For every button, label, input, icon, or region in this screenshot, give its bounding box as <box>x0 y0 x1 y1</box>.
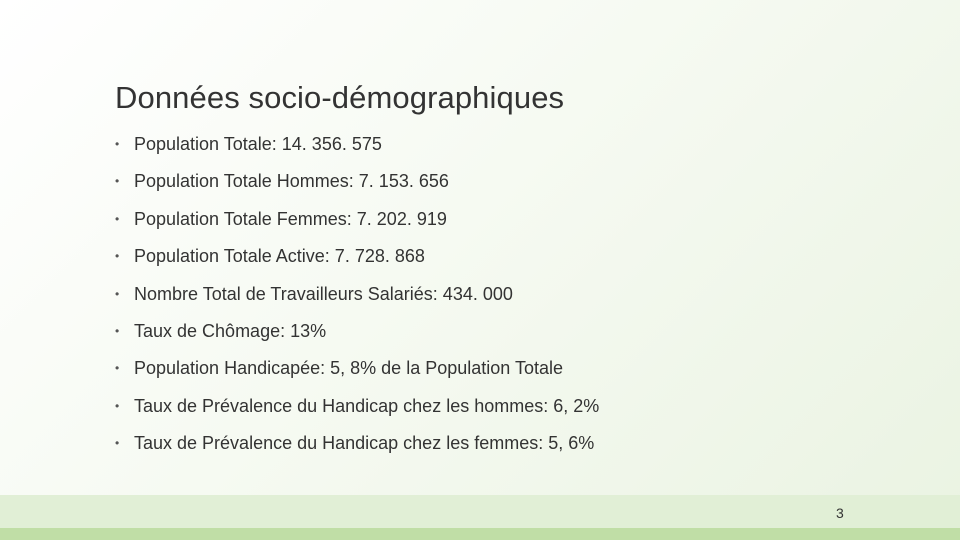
footer-stripe <box>0 528 960 540</box>
bullet-item <box>115 427 599 464</box>
bullet-text: Population Totale: 14. 356. 575 <box>134 134 382 154</box>
bullet-item <box>115 240 599 277</box>
bullet-icon: • <box>115 323 120 338</box>
bullet-text: Taux de Prévalence du Handicap chez les hommes: 6, 2% <box>134 395 600 416</box>
bullet-item <box>115 203 599 240</box>
page-number: 3 <box>836 505 844 521</box>
bullet-item <box>115 165 599 202</box>
bullet-text: Taux de Prévalence du Handicap chez les femmes: 5, 6% <box>134 433 595 454</box>
bullet-text: Population Totale Hommes: 7. 153. 656 <box>134 171 449 192</box>
bullet-icon: • <box>115 249 120 264</box>
bullet-icon: • <box>115 137 120 151</box>
bullet-icon: • <box>115 361 120 376</box>
bullet-item <box>115 352 599 389</box>
bullet-text: Population Totale Active: 7. 728. 868 <box>134 246 425 267</box>
bullet-text: Population Totale Femmes: 7. 202. 919 <box>134 208 447 229</box>
bullet-item <box>115 315 599 352</box>
slide-title: Données socio-démographiques <box>115 80 565 115</box>
bullet-text: Taux de Chômage: 13% <box>134 320 327 341</box>
bullet-text: Nombre Total de Travailleurs Salariés: 434. 000 <box>134 283 513 304</box>
footer-band <box>0 495 960 528</box>
bullet-text: Population Handicapée: 5, 8% de la Population Totale <box>134 358 563 379</box>
bullet-item <box>115 278 599 315</box>
bullet-list <box>115 128 599 465</box>
bullet-item <box>115 390 599 427</box>
bullet-item <box>115 128 599 165</box>
bullet-icon: • <box>115 174 120 189</box>
bullet-icon: • <box>115 398 120 413</box>
bullet-icon: • <box>115 211 120 226</box>
bullet-icon: • <box>115 286 120 301</box>
bullet-icon: • <box>115 436 120 451</box>
